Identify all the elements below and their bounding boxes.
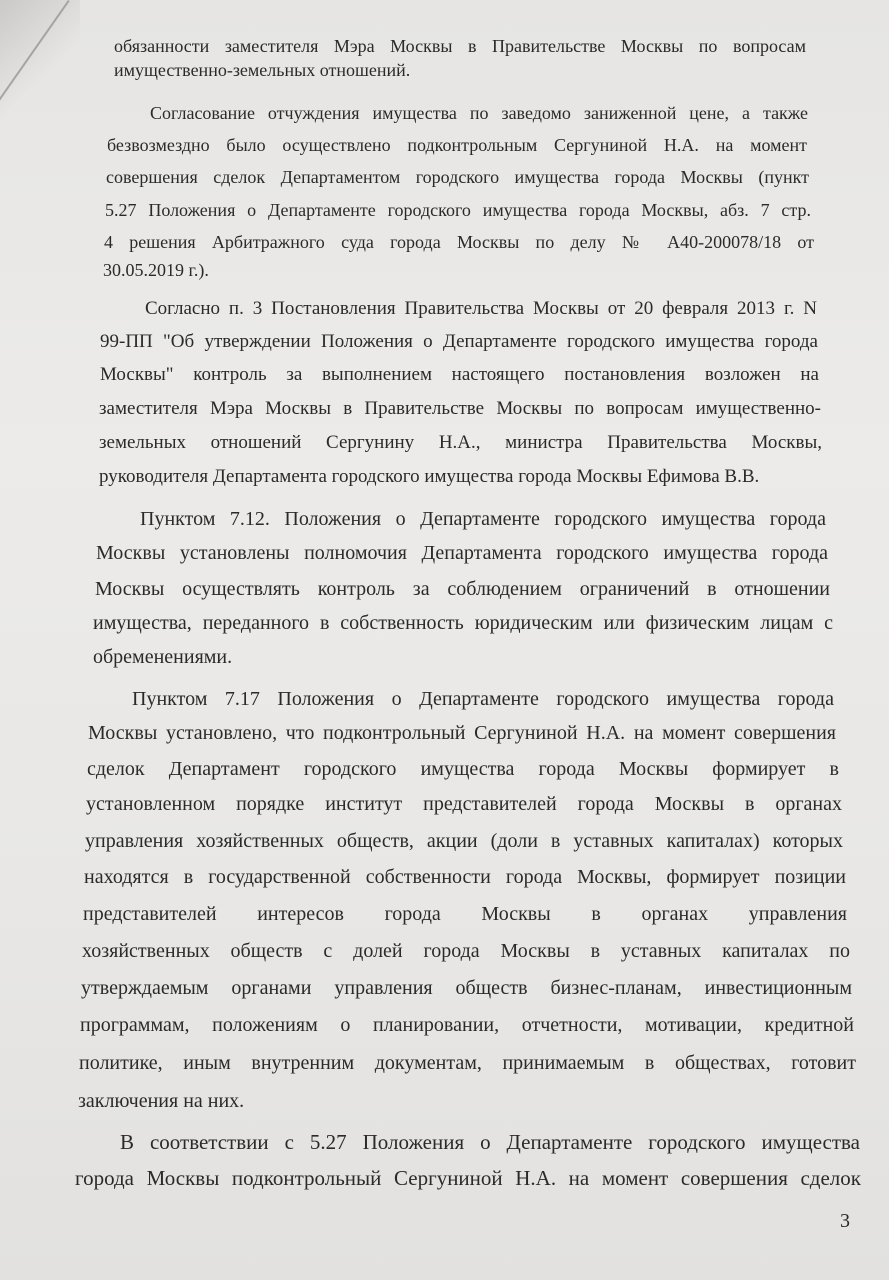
text-line: 99-ПП "Об утверждении Положения о Департаменте городского имущества города <box>100 331 818 352</box>
text-line: имущества, переданного в собственность юридическим или физическим лицам с <box>93 612 833 634</box>
text-line: утверждаемым органами управления обществ бизнес-планам, инвестиционным <box>81 977 852 999</box>
text-line: сделок Департамент городского имущества города Москвы формирует в <box>87 758 839 780</box>
text-line: заместителя Мэра Москвы в Правительстве Москвы по вопросам имущественно- <box>99 398 821 419</box>
text-line: В соответствии с 5.27 Положения о Департаменте городского имущества <box>120 1130 860 1154</box>
text-line: Согласно п. 3 Постановления Правительства Москвы от 20 февраля 2013 г. N <box>145 298 817 319</box>
text-line: 30.05.2019 г.). <box>103 260 209 280</box>
text-line: города Москвы подконтрольный Сергуниной Н.А. на момент совершения сделок <box>75 1166 861 1190</box>
text-line: установленном порядке институт представителей города Москвы в органах <box>86 793 842 815</box>
page-number: 3 <box>840 1210 850 1232</box>
text-line: программам, положениям о планировании, отчетности, мотивации, кредитной <box>80 1014 854 1036</box>
text-line: заключения на них. <box>78 1090 245 1112</box>
text-line: 5.27 Положения о Департаменте городского имущества города Москвы, абз. 7 стр. <box>105 200 811 220</box>
text-line: хозяйственных обществ с долей города Москвы в уставных капиталах по <box>82 940 850 962</box>
text-line: Москвы осуществлять контроль за соблюдением ограничений в отношении <box>95 578 830 600</box>
text-line: Согласование отчуждения имущества по заведомо заниженной цене, а также <box>150 103 808 123</box>
text-line: Москвы" контроль за выполнением настоящего постановления возложен на <box>100 364 819 385</box>
text-line: земельных отношений Сергунину Н.А., министра Правительства Москвы, <box>99 432 822 453</box>
text-line: имущественно-земельных отношений. <box>114 60 411 80</box>
text-line: Москвы установлены полномочия Департамента городского имущества города <box>96 542 828 564</box>
text-line: находятся в государственной собственности города Москвы, формирует позиции <box>84 866 846 888</box>
text-line: безвозмездно было осуществлено подконтрольным Сергуниной Н.А. на момент <box>107 135 807 155</box>
text-line: представителей интересов города Москвы в органах управления <box>83 903 847 925</box>
text-line: обременениями. <box>93 646 233 668</box>
text-line: Пунктом 7.12. Положения о Департаменте городского имущества города <box>140 508 826 530</box>
text-line: Пунктом 7.17 Положения о Департаменте городского имущества города <box>132 688 834 710</box>
text-line: политике, иным внутренним документам, принимаемым в обществах, готовит <box>79 1052 856 1074</box>
text-line: Москвы установлено, что подконтрольный Сергуниной Н.А. на момент совершения <box>88 722 836 744</box>
text-line: совершения сделок Департаментом городского имущества города Москвы (пункт <box>106 167 809 187</box>
text-line: обязанности заместителя Мэра Москвы в Правительстве Москвы по вопросам <box>114 36 806 56</box>
text-line: руководителя Департамента городского имущества города Москвы Ефимова В.В. <box>99 466 760 487</box>
text-line: 4 решения Арбитражного суда города Москвы по делу № А40-200078/18 от <box>104 232 814 252</box>
text-line: управления хозяйственных обществ, акции (доли в уставных капиталах) которых <box>85 830 843 852</box>
